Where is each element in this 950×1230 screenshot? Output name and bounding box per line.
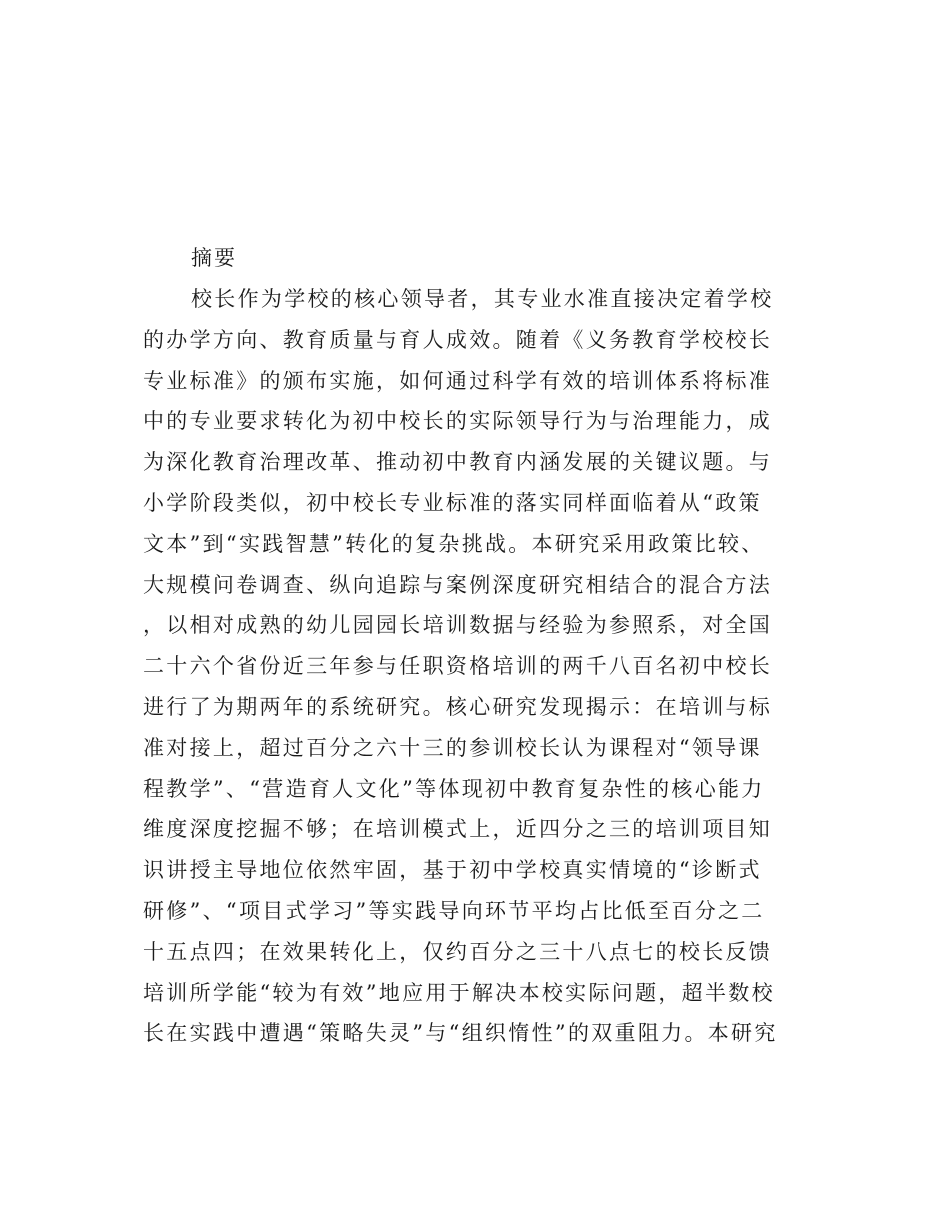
paragraph-line: 小学阶段类似，初中校长专业标准的落实同样面临着从“政策 [143, 490, 762, 515]
abstract-section [143, 238, 811, 1054]
paragraph-line: 长在实践中遭遇“策略失灵”与“组织惰性”的双重阻力。本研究 [143, 1021, 778, 1046]
paragraph-line: ，以相对成熟的幼儿园园长培训数据与经验为参照系，对全国 [143, 613, 773, 638]
paragraph-line: 为深化教育治理改革、推动初中教育内涵发展的关键议题。与 [143, 450, 773, 475]
paragraph-line: 二十六个省份近三年参与任职资格培训的两千八百名初中校长 [143, 654, 773, 679]
paragraph-line: 进行了为期两年的系统研究。核心研究发现揭示：在培训与标 [143, 694, 773, 719]
paragraph-line: 维度深度挖掘不够；在培训模式上，近四分之三的培训项目知 [143, 817, 773, 842]
paragraph-line: 的办学方向、教育质量与育人成效。随着《义务教育学校校长 [143, 327, 773, 352]
paragraph-line: 校长作为学校的核心领导者，其专业水准直接决定着学校 [191, 287, 774, 311]
paragraph-line: 十五点四；在效果转化上，仅约百分之三十八点七的校长反馈 [143, 939, 773, 964]
paragraph-line: 程教学”、“营造育人文化”等体现初中教育复杂性的核心能力 [143, 776, 765, 801]
paragraph-line: 识讲授主导地位依然牢固，基于初中学校真实情境的“诊断式 [143, 858, 762, 883]
paragraph-line: 大规模问卷调查、纵向追踪与案例深度研究相结合的混合方法 [143, 572, 773, 597]
paragraph-line: 中的专业要求转化为初中校长的实际领导行为与治理能力，成 [143, 409, 773, 434]
paragraph-line: 培训所学能“较为有效”地应用于解决本校实际问题，超半数校 [143, 980, 775, 1005]
abstract-heading: 摘要 [191, 246, 237, 270]
paragraph-line: 准对接上，超过百分之六十三的参训校长认为课程对“领导课 [143, 735, 762, 760]
paragraph-line: 研修”、“项目式学习”等实践导向环节平均占比低至百分之二 [143, 898, 765, 923]
paragraph-line: 专业标准》的颁布实施，如何通过科学有效的培训体系将标准 [143, 368, 773, 393]
paragraph-line: 文本”到“实践智慧”转化的复杂挑战。本研究采用政策比较、 [143, 531, 765, 556]
